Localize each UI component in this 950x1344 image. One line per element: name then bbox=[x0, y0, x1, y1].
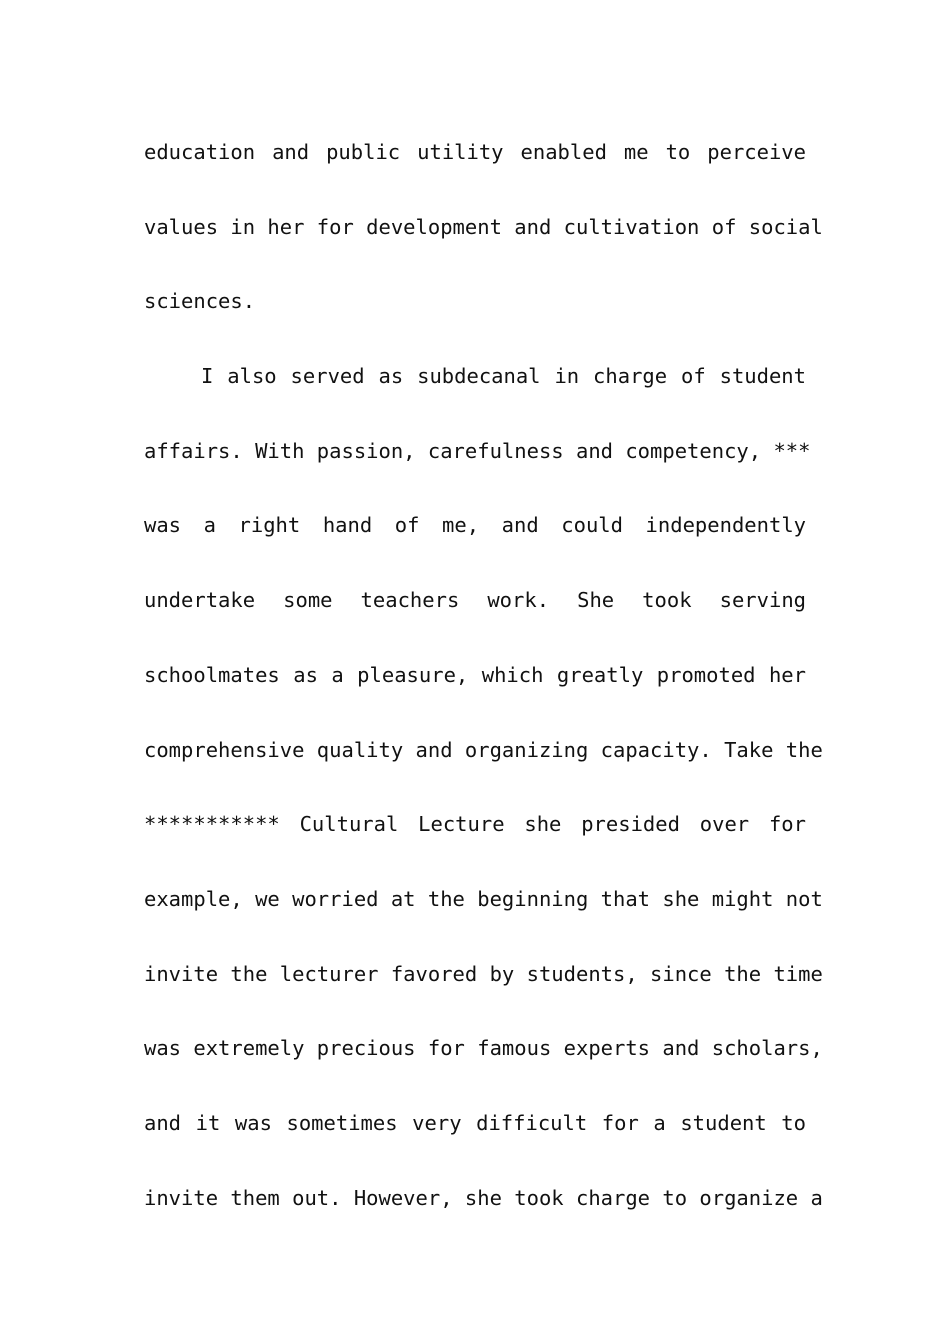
text-line: education and public utility enabled me to perceive bbox=[144, 140, 806, 164]
text-line: values in her for development and cultivation of social bbox=[144, 214, 823, 239]
text-line: schoolmates as a pleasure, which greatly promoted her bbox=[144, 662, 806, 687]
text-line: invite the lecturer favored by students, since the time bbox=[144, 961, 823, 986]
text-line: invite them out. However, she took charge to organize a bbox=[144, 1185, 823, 1210]
text-line: affairs. With passion, carefulness and competency, *** bbox=[144, 438, 811, 463]
text-line: example, we worried at the beginning that she might not bbox=[144, 886, 823, 911]
text-line: and it was sometimes very difficult for a student to bbox=[144, 1110, 806, 1135]
text-line: undertake some teachers work. She took serving bbox=[144, 588, 806, 613]
paragraph-first-line: I also served as subdecanal in charge of student bbox=[201, 364, 806, 389]
text-line: was extremely precious for famous experts and scholars, bbox=[144, 1036, 823, 1061]
body-text bbox=[144, 130, 823, 1250]
text-line: *********** Cultural Lecture she presided over for bbox=[144, 812, 806, 837]
text-line: sciences. bbox=[144, 289, 256, 314]
text-line: was a right hand of me, and could independently bbox=[144, 513, 806, 538]
text-line: comprehensive quality and organizing capacity. Take the bbox=[144, 737, 823, 762]
